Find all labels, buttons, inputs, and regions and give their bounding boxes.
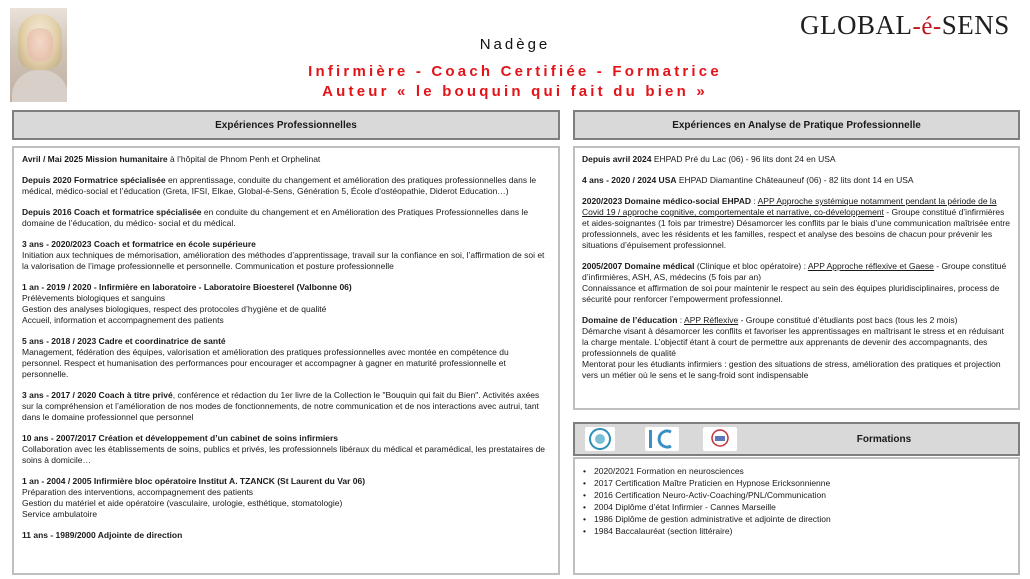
professional-experience-entry-line: Préparation des interventions, accompagnement des patients	[22, 487, 254, 497]
professional-experience-entry-text: en conduite du changement et en Amélioration des Pratiques Professionnelles dans le domaine de l’éducation, du médico- social et du médical.	[22, 207, 529, 228]
job-title: Infirmière - Coach Certifiée - Formatrice	[308, 63, 722, 80]
practice-analysis-entry-text: - Groupe constitué d’infirmières et aides-soignantes (1 fois par trimestre) Désamorcer les conflits par le biais d’une communication maîtrisée entre professionnels, avec les résidents et les familles, respect et analyse des besoins de chacun pour prévenir les situations d’épuisement professionnel.	[582, 207, 1011, 250]
practice-analysis-entry-heading: 2005/2007 Domaine médical	[582, 261, 695, 271]
professional-experience-entry-heading: 1 an - 2019 / 2020 - Infirmière en laboratoire - Laboratoire Bioesterel (Valbonne 06)	[22, 282, 352, 292]
professional-experience-entry-heading: Depuis 2016 Coach et formatrice spécialisée	[22, 207, 202, 217]
professional-experience-entry-text: , conférence et rédaction du 1er livre de la Collection le "Bouquin qui fait du Bien". Activités axées sur la compréhension et l’amélioration de nos modes de fonctionnements, de notre communication et de nos interactions avec autrui, tant dans le domaine professionnel que personnel	[22, 390, 540, 422]
practice-analysis-entry-approach: APP Réflexive	[684, 315, 739, 325]
professional-experience-entry-heading: 10 ans - 2007/2017 Création et développement d’un cabinet de soins infirmiers	[22, 433, 339, 443]
formations-heading	[573, 422, 1020, 456]
practice-analysis-entry-heading: Depuis avril 2024	[582, 154, 652, 164]
professional-experience-entry-paragraph	[22, 154, 550, 165]
professional-experience-entry	[22, 282, 550, 326]
practice-analysis-entry-text: EHPAD Diamantine Châteauneuf (06) - 82 lits dont 14 en USA	[676, 175, 914, 185]
practice-analysis-entry-line: Connaissance et affirmation de soi pour maintenir le respect au sein des équipes pluridisciplinaires, process de sécurité pour renforcer l’empowerment professionnel.	[582, 283, 1000, 304]
formation-item: • 1984 Baccalauréat (section littéraire)	[582, 525, 1011, 537]
practice-analysis-entry-line: Démarche visant à désamorcer les conflits et favoriser les apprentissages en maîtrisant le stress et en réduisant la charge mentale. L’objectif étant à court de permettre aux apprenants de devenir des accompagnants, des professionnels de qualité	[582, 326, 1004, 358]
professional-experience-heading-text: Expériences Professionnelles	[215, 119, 357, 131]
professional-experience-entry-text: en apprentissage, conduite du changement et amélioration des pratiques professionnelles dans le médical, médico-social et l’éducation (Greta, IFSI, Elkae, Global-é-Sens, Génération 5, École d’ostéopathie, Diderot Education…)	[22, 175, 537, 196]
formations-box	[573, 457, 1020, 575]
professional-experience-entry-line: Gestion des analyses biologiques, respect des protocoles d’hygiène et de qualité	[22, 304, 327, 314]
practice-analysis-entry	[582, 261, 1011, 305]
professional-experience-box	[12, 146, 560, 575]
professional-experience-entry-heading: 5 ans - 2018 / 2023 Cadre et coordinatrice de santé	[22, 336, 226, 346]
practice-analysis-heading-text: Expériences en Analyse de Pratique Professionnelle	[672, 119, 921, 131]
practice-analysis-entry	[582, 315, 1011, 381]
professional-experience-entry-heading: Depuis 2020 Formatrice spécialisée	[22, 175, 166, 185]
professional-experience-entry	[22, 433, 550, 466]
logo-part-1: GLOBAL	[800, 10, 913, 40]
practice-analysis-entry-line: Mentorat pour les étudiants infirmiers : gestion des situations de stress, amélioration des pratiques et projection vers un métier où le sens et le sang-froid sont indispensable	[582, 359, 1001, 380]
right-entries-list	[582, 154, 1011, 381]
professional-experience-entry	[22, 175, 550, 197]
professional-experience-entry-line: Service ambulatoire	[22, 509, 98, 519]
logo-part-2: -é-	[912, 13, 942, 40]
professional-experience-entry-heading: 1 an - 2004 / 2005 Infirmière bloc opératoire Institut A. TZANCK (St Laurent du Var 06)	[22, 476, 366, 486]
practice-analysis-entry-separator: (Clinique et bloc opératoire) :	[694, 261, 808, 271]
practice-analysis-entry-text: - Groupe constitué d’étudiants post bacs (tous les 2 mois)	[738, 315, 958, 325]
professional-experience-entry-line: Management, fédération des équipes, valorisation et amélioration des pratiques professionnelles avec montée en compétence du personnel. Respect et humanisation des performances pour encourager et accompagner à gagner en maturité professionnelle et personnelle.	[22, 347, 509, 379]
professional-experience-entry	[22, 390, 550, 423]
professional-experience-entry-line: Accueil, information et accompagnement des patients	[22, 315, 224, 325]
professional-experience-entry-heading: Avril / Mai 2025 Mission humanitaire	[22, 154, 168, 164]
author-title: Auteur « le bouquin qui fait du bien »	[322, 83, 708, 100]
practice-analysis-entry	[582, 175, 1011, 186]
practice-analysis-entry-heading: 4 ans - 2020 / 2024 USA	[582, 175, 677, 185]
practice-analysis-entry	[582, 196, 1011, 251]
formation-item: • 2016 Certification Neuro-Activ-Coaching/PNL/Communication	[582, 489, 1011, 501]
professional-experience-entry-paragraph	[22, 390, 550, 423]
practice-analysis-entry-paragraph	[582, 261, 1011, 283]
practice-analysis-entry-paragraph	[582, 315, 1011, 326]
formation-item: • 2020/2021 Formation en neurosciences	[582, 465, 1011, 477]
professional-experience-entry-paragraph	[22, 207, 550, 229]
professional-experience-entry-paragraph	[22, 282, 550, 293]
practice-analysis-entry-approach: APP Approche réflexive et Gaese	[807, 261, 934, 271]
brain-logo-icon	[585, 427, 615, 451]
professional-experience-entry-paragraph	[22, 239, 550, 250]
professional-experience-entry-paragraph	[22, 530, 550, 541]
practice-analysis-entry	[582, 154, 1011, 165]
practice-analysis-box	[573, 146, 1020, 410]
professional-experience-entry-line: Gestion du matériel et aide opératoire (vasculaire, urologie, esthétique, stomatologie)	[22, 498, 343, 508]
professional-experience-entry	[22, 476, 550, 520]
formations-list	[582, 465, 1011, 537]
professional-experience-entry-paragraph	[22, 476, 550, 487]
logo-part-3: SENS	[941, 10, 1010, 40]
professional-experience-entry-paragraph	[22, 336, 550, 347]
person-name: Nadège	[479, 36, 551, 53]
professional-experience-entry	[22, 336, 550, 380]
professional-experience-entry	[22, 530, 550, 541]
practice-analysis-entry-heading: 2020/2023 Domaine médico-social EHPAD	[582, 196, 751, 206]
professional-experience-entry-paragraph	[22, 175, 550, 197]
professional-experience-entry-heading: 3 ans - 2020/2023 Coach et formatrice en école supérieure	[22, 239, 256, 249]
professional-experience-entry-line: Initiation aux techniques de mémorisation, amélioration des méthodes d’apprentissage, travail sur la confiance en soi, l’affirmation de soi et la valorisation de l’image professionnelle et personnelle. Communication et posture professionnelle	[22, 250, 545, 271]
professional-experience-heading	[12, 110, 560, 140]
professional-experience-entry-line: Collaboration avec les établissements de soins, publics et privés, les professionnels libéraux du médical et paramédical, les prestataires de soins à domicile…	[22, 444, 546, 465]
practice-analysis-entry-separator: :	[750, 196, 758, 206]
practice-analysis-entry-text: - Groupe constitué d’infirmières, ASH, AS, médecins (5 fois par an)	[582, 261, 1007, 282]
professional-experience-entry-paragraph	[22, 433, 550, 444]
professional-experience-entry-line: Prélèvements biologiques et sanguins	[22, 293, 166, 303]
formations-heading-text: Formations	[856, 433, 912, 445]
practice-analysis-entry-heading: Domaine de l’éducation	[582, 315, 678, 325]
practice-analysis-heading	[573, 110, 1020, 140]
professional-experience-entry	[22, 207, 550, 229]
formation-item: • 2017 Certification Maître Praticien en Hypnose Ericksonnienne	[582, 477, 1011, 489]
kc-logo-icon	[645, 427, 679, 451]
formation-item: • 1986 Diplôme de gestion administrative et adjointe de direction	[582, 513, 1011, 525]
left-entries-list	[22, 154, 550, 541]
professional-experience-entry	[22, 239, 550, 272]
professional-experience-entry-text: à l’hôpital de Phnom Penh et Orphelinat	[167, 154, 321, 164]
certification-logo-icon	[703, 427, 737, 451]
practice-analysis-entry-text: EHPAD Pré du Lac (06) - 96 lits dont 24 en USA	[651, 154, 836, 164]
practice-analysis-entry-paragraph	[582, 175, 1011, 186]
practice-analysis-entry-paragraph	[582, 154, 1011, 165]
practice-analysis-entry-paragraph	[582, 196, 1011, 251]
practice-analysis-entry-approach: APP Approche systémique notamment pendant la période de la Covid 19 / approche cognitive, comportementale et narrative, co-développement	[582, 196, 997, 217]
professional-experience-entry	[22, 154, 550, 165]
professional-experience-entry-heading: 11 ans - 1989/2000 Adjointe de direction	[22, 530, 183, 540]
formation-item: • 2004 Diplôme d’état Infirmier - Cannes Marseille	[582, 501, 1011, 513]
professional-experience-entry-heading: 3 ans - 2017 / 2020 Coach à titre privé	[22, 390, 173, 400]
practice-analysis-entry-separator: :	[677, 315, 685, 325]
